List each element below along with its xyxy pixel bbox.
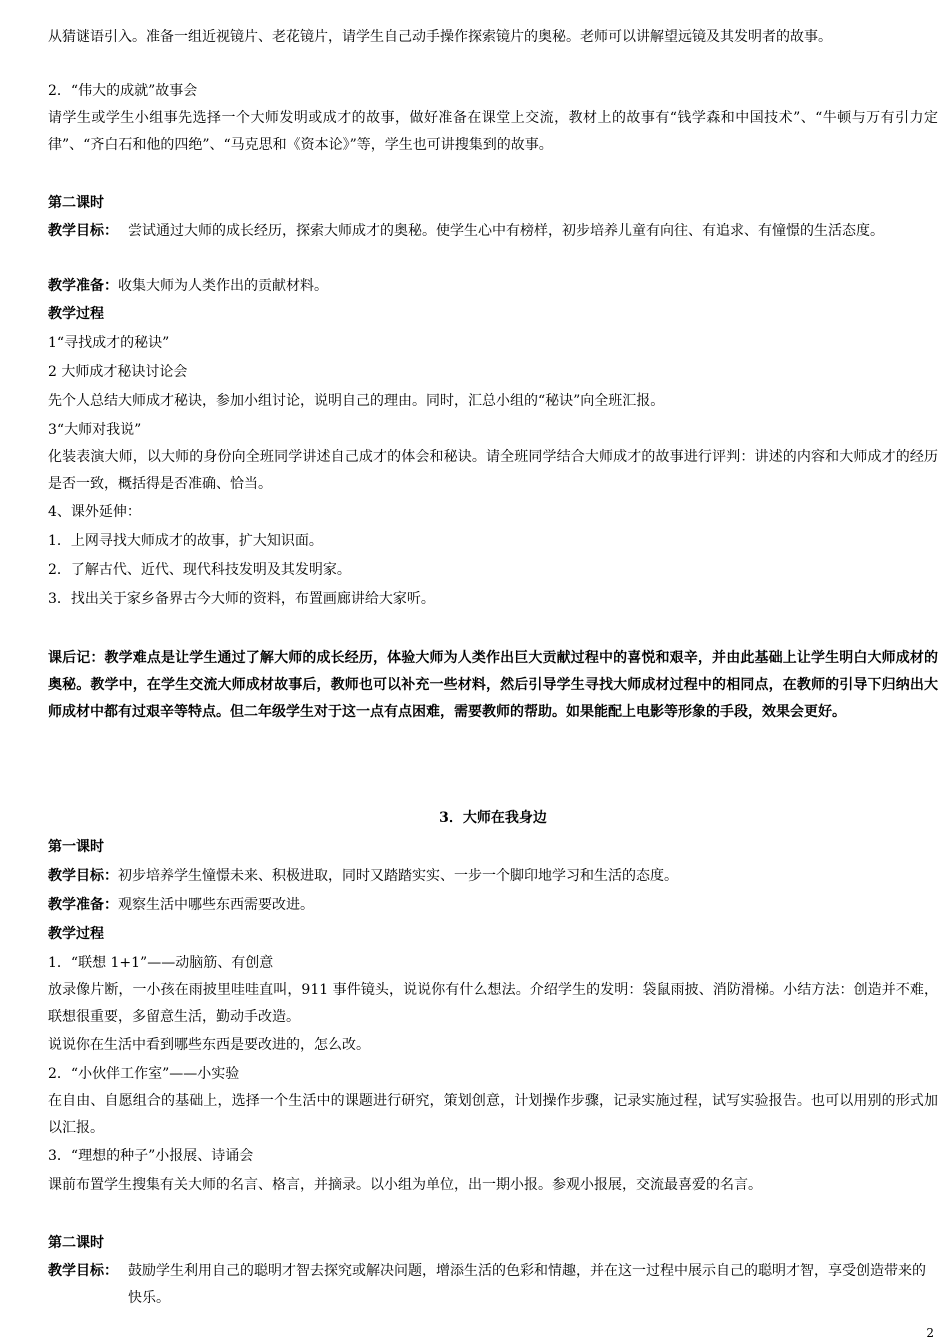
task-3: 3．“理想的种子”小报展、诗诵会 [48, 1148, 254, 1164]
lesson-2-heading-b: 第二课时 [48, 1235, 104, 1251]
page-number: 2 [926, 1326, 934, 1340]
section-3-title: 3．大师在我身边 [439, 810, 547, 826]
teaching-goal-block [48, 218, 938, 245]
step-2: 2 大师成才秘诀讨论会 [48, 364, 188, 380]
lesson-2-heading: 第二课时 [48, 195, 104, 211]
teaching-goal-block-4 [48, 1258, 938, 1312]
teaching-goal-text: 鼓励学生利用自己的聪明才智去探究或解决问题，增添生活的色彩和情趣，并在这一过程中展示自己的聪明才智，享受创造带来的快乐。 [128, 1263, 926, 1306]
story-paragraph: 请学生或学生小组事先选择一个大师发明或成才的故事，做好准备在课堂上交流，教材上的故事有“钱学森和中国技术”、“牛顿与万有引力定律”、“齐白石和他的四绝”、“马克思和《资本论》”等，学生也可讲搜集到的故事。 [48, 110, 938, 153]
after-class-notes: 课后记：教学难点是让学生通过了解大师的成长经历，体验大师为人类作出巨大贡献过程中的喜悦和艰辛，并由此基础上让学生明白大师成材的奥秘。教学中，在学生交流大师成材故事后，教师也可以补充一些材料，然后引导学生寻找大师成材过程中的相同点，在教师的引导下归纳出大师成材中都有过艰辛等特点。但二年级学生对于这一点有点困难，需要教师的帮助。如果能配上电影等形象的手段，效果会更好。 [48, 650, 938, 720]
teaching-goal-label: 教学目标： [48, 223, 118, 239]
teaching-goal-text: 尝试通过大师的成长经历，探索大师成才的奥秘。使学生心中有榜样，初步培养儿童有向往、有追求、有憧憬的生活态度。 [128, 223, 884, 239]
teaching-prep-text: 观察生活中哪些东西需要改进。 [118, 897, 314, 913]
teaching-prep-line-3 [48, 895, 314, 915]
task-2-paragraph: 在自由、自愿组合的基础上，选择一个生活中的课题进行研究，策划创意，计划操作步骤，记录实施过程，试写实验报告。也可以用别的形式加以汇报。 [48, 1093, 938, 1136]
step-3: 3“大师对我说” [48, 422, 142, 438]
task-3-paragraph: 课前布置学生搜集有关大师的名言、格言，并摘录。以小组为单位，出一期小报。参观小报展，交流最喜爱的名言。 [48, 1177, 762, 1193]
teaching-prep-line [48, 276, 328, 296]
teaching-prep-label: 教学准备： [48, 278, 118, 294]
lesson-1-heading: 第一课时 [48, 839, 104, 855]
teaching-goal-line-3 [48, 866, 678, 886]
task-1-paragraph: 放录像片断，一小孩在雨披里哇哇直叫，911 事件镜头，说说你有什么想法。介绍学生的发明：袋鼠雨披、消防滑梯。小结方法：创造并不难，联想很重要，多留意生活，勤动手改造。 [48, 982, 938, 1025]
extension-1: 1．上网寻找大师成才的故事，扩大知识面。 [48, 533, 323, 549]
teaching-process-heading: 教学过程 [48, 926, 104, 942]
task-2: 2．“小伙伴工作室”——小实验 [48, 1066, 240, 1082]
step-3-paragraph: 化装表演大师，以大师的身份向全班同学讲述自己成才的体会和秘诀。请全班同学结合大师成才的故事进行评判：讲述的内容和大师成才的经历是否一致，概括得是否准确、恰当。 [48, 449, 938, 492]
extension-3: 3．找出关于家乡备界古今大师的资料，布置画廊讲给大家听。 [48, 591, 435, 607]
step-4: 4、课外延伸： [48, 504, 141, 520]
intro-paragraph: 从猜谜语引入。准备一组近视镜片、老花镜片，请学生自己动手操作探索镜片的奥秘。老师可以讲解望远镜及其发明者的故事。 [48, 29, 832, 45]
teaching-goal-text: 初步培养学生憧憬未来、积极进取，同时又踏踏实实、一步一个脚印地学习和生活的态度。 [118, 868, 678, 884]
step-2-paragraph: 先个人总结大师成才秘诀，参加小组讨论，说明自己的理由。同时，汇总小组的“秘诀”向全班汇报。 [48, 393, 665, 409]
teaching-process-heading: 教学过程 [48, 306, 104, 322]
teaching-goal-label: 教学目标： [48, 1263, 118, 1279]
teaching-prep-text: 收集大师为人类作出的贡献材料。 [118, 278, 328, 294]
teaching-goal-label: 教学目标： [48, 868, 118, 884]
teaching-prep-label: 教学准备： [48, 897, 118, 913]
task-1-paragraph-2: 说说你在生活中看到哪些东西是要改进的，怎么改。 [48, 1037, 370, 1053]
task-1: 1．“联想 1+1”——动脑筋、有创意 [48, 955, 274, 971]
item-2-heading: 2．“伟大的成就”故事会 [48, 83, 198, 99]
extension-2: 2．了解古代、近代、现代科技发明及其发明家。 [48, 562, 351, 578]
step-1: 1“寻找成才的秘诀” [48, 335, 170, 351]
